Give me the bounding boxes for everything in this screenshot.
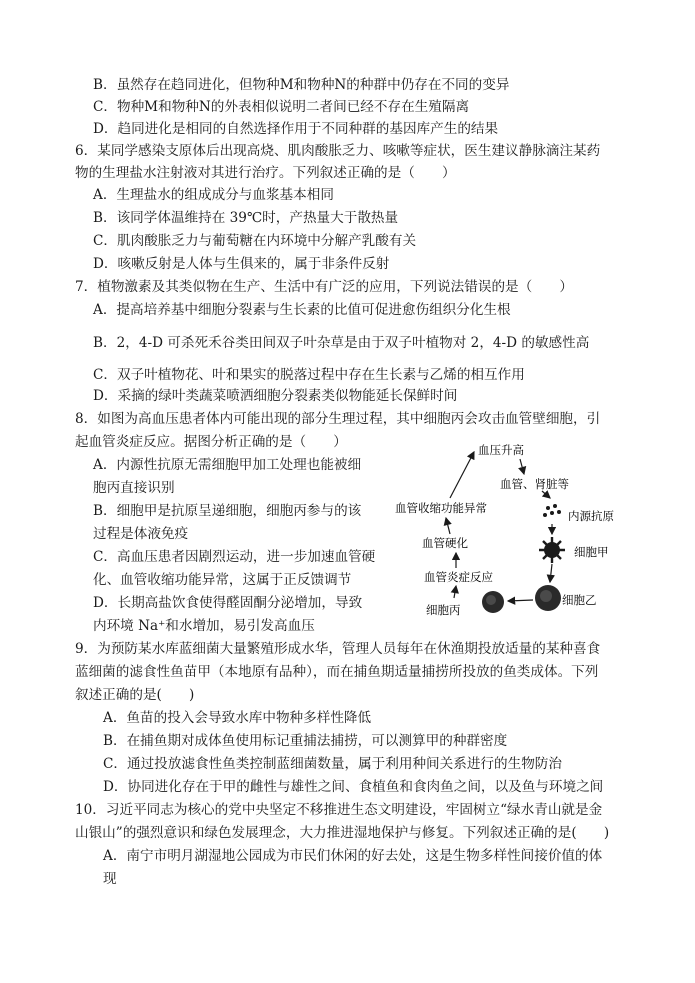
diagram-vascular-sclerosis: 血管硬化 [422,536,468,550]
q6-option-c: C．肌肉酸胀乏力与葡萄糖在内环境中分解产乳酸有关 [93,233,417,249]
diagram-vessels-kidney: 血管、肾脏等 [500,477,569,491]
q5-option-b: B．虽然存在趋同进化，但物种M和物种N的种群中仍存在不同的变异 [93,77,510,93]
q9-option-b: B．在捕鱼期对成体鱼使用标记重捕法捕捞，可以测算甲的种群密度 [103,733,508,749]
diagram-cell-yi: 细胞乙 [562,593,597,607]
antigen-dots-icon [543,504,561,517]
q7-stem: 7．植物激素及其类似物在生产、生活中有广泛的应用，下列说法错误的是（ ） [75,279,574,295]
diagram-cell-bing: 细胞丙 [426,603,461,617]
q7-option-b: B．2，4-D 可杀死禾谷类田间双子叶杂草是由于双子叶植物对 2，4-D 的敏感性高 [93,335,590,351]
hypertension-immune-diagram [392,438,664,620]
q8-option-b-line1: B．细胞甲是抗原呈递细胞，细胞丙参与的该 [93,503,362,519]
q8-option-b-line2: 过程是体液免疫 [93,526,189,542]
q8-stem-line2: 起血管炎症反应。据图分析正确的是（ ） [75,434,347,450]
q8-option-a-line2: 胞丙直接识别 [93,480,175,496]
q9-option-d: D．协同进化存在于甲的雌性与雄性之间、食植鱼和食肉鱼之间，以及鱼与环境之间 [103,779,604,795]
q8-option-d-line2: 内环境 Na⁺和水增加，易引发高血压 [93,618,315,634]
arrow-to-inflammation [454,586,456,598]
arrow-to-cell-yi [550,564,552,582]
q10-option-a-line2: 现 [103,871,117,887]
q8-option-c-line2: 化、血管收缩功能异常，这属于正反馈调节 [93,572,352,588]
q5-option-c: C．物种M和物种N的外表相似说明二者间已经不存在生殖隔离 [93,99,470,115]
cell-bing-icon [482,591,504,613]
q10-stem-line1: 10．习近平同志为核心的党中央坚定不移推进生态文明建设，牢固树立“绿水青山就是金 [75,802,603,818]
diagram-endogenous-antigen: 内源抗原 [568,509,614,523]
diagram-blood-pressure-rise: 血压升高 [478,443,524,457]
q7-option-d: D．采摘的绿叶类蔬菜喷洒细胞分裂素类似物能延长保鲜时间 [93,388,458,404]
diagram-vascular-contraction-abnormal: 血管收缩功能异常 [395,501,487,515]
q7-option-c: C．双子叶植物花、叶和果实的脱落过程中存在生长素与乙烯的相互作用 [93,367,525,383]
q6-stem-line2: 物的生理盐水注射液对其进行治疗。下列叙述正确的是（ ） [75,165,456,181]
arrow-to-vessels [520,459,524,474]
q9-stem-line2: 蓝细菌的滤食性鱼苗甲（本地原有品种），而在捕鱼期适量捕捞所投放的鱼类成体。下列 [75,664,599,680]
dendritic-cell-icon [539,537,565,563]
q9-option-a: A．鱼苗的投入会导致水库中物种多样性降低 [103,710,372,726]
q6-option-d: D．咳嗽反射是人体与生俱来的，属于非条件反射 [93,256,390,272]
q10-stem-line2: 山银山”的强烈意识和绿色发展理念，大力推进湿地保护与修复。下列叙述正确的是( ) [75,825,610,841]
cell-yi-icon [535,585,561,611]
diagram-cell-jia: 细胞甲 [574,545,609,559]
arrow-to-cell-bing [508,600,533,601]
arrow-to-contraction [446,518,450,534]
q10-option-a-line1: A．南宁市明月湖湿地公园成为市民们休闲的好去处，这是生物多样性间接价值的体 [103,848,603,864]
arrow-to-antigen [542,491,550,498]
q6-option-b: B．该同学体温维持在 39℃时，产热量大于散热量 [93,210,399,226]
q9-stem-line3: 叙述正确的是( ) [75,687,195,703]
arrow-to-blood-pressure [450,452,474,498]
q6-stem-line1: 6．某同学感染支原体后出现高烧、肌肉酸胀乏力、咳嗽等症状，医生建议静脉滴注某药 [75,143,601,159]
q8-stem-line1: 8．如图为高血压患者体内可能出现的部分生理过程，其中细胞丙会攻击血管壁细胞，引 [75,411,601,427]
q8-option-a-line1: A．内源性抗原无需细胞甲加工处理也能被细 [93,457,362,473]
diagram-vascular-inflammation: 血管炎症反应 [424,570,493,584]
q9-option-c: C．通过投放滤食性鱼类控制蓝细菌数量，属于利用种间关系进行的生物防治 [103,756,562,772]
q8-option-d-line1: D．长期高盐饮食使得醛固酮分泌增加，导致 [93,595,363,611]
q6-option-a: A．生理盐水的组成成分与血浆基本相同 [93,187,334,203]
q5-option-d: D．趋同进化是相同的自然选择作用于不同种群的基因库产生的结果 [93,121,499,137]
q7-option-a: A．提高培养基中细胞分裂素与生长素的比值可促进愈伤组织分化生根 [93,302,511,318]
q9-stem-line1: 9．为预防某水库蓝细菌大量繁殖形成水华，管理人员每年在休渔期投放适量的某种喜食 [75,641,601,657]
q8-option-c-line1: C．高血压患者因剧烈运动，进一步加速血管硬 [93,549,376,565]
